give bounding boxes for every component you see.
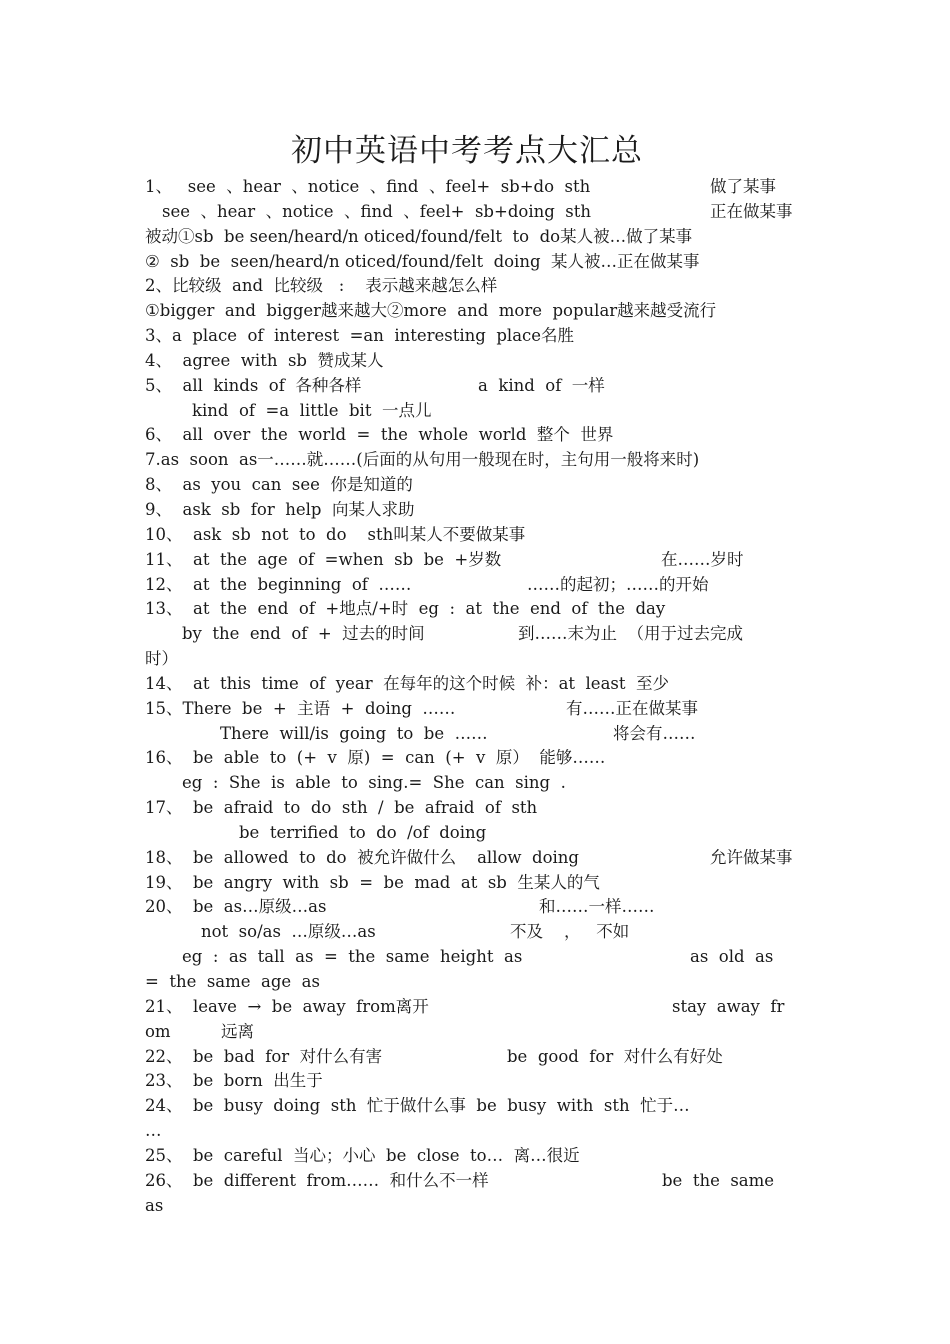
text-segment: 14、 at this time of year 在每年的这个时候 补：at least 至少 [145,673,669,693]
text-segment: 13、 at the end of +地点/+时 eg : at the end of the day [145,599,666,619]
text-segment: eg : as tall as = the same height as [182,947,523,967]
text-segment: 2、比较级 and 比较级 : 表示越来越怎么样 [145,276,498,296]
text-segment: 21、 leave → be away from离开 [145,996,429,1016]
text-segment: 到……末为止 （用于过去完成 [518,624,743,644]
text-line [145,1144,810,1169]
text-segment: 被动①sb be seen/heard/n oticed/found/felt to do某人被…做了某事 [145,226,693,246]
text-segment: = the same age as [145,972,320,991]
text-line [145,597,810,622]
text-segment: kind of =a little bit 一点儿 [192,400,432,420]
text-segment: 10、 ask sb not to do sth叫某人不要做某事 [145,524,526,544]
text-line [145,1094,810,1119]
text-line [145,920,810,945]
text-segment: be good for 对什么有好处 [507,1046,723,1066]
text-line [145,1069,810,1094]
text-line [145,274,810,299]
text-segment: 18、 be allowed to do 被允许做什么 allow doing [145,847,579,867]
text-line [145,374,810,399]
text-line [145,523,810,548]
text-line [145,1045,810,1070]
text-segment: 8、 as you can see 你是知道的 [145,475,413,495]
text-segment: 24、 be busy doing sth 忙于做什么事 be busy with sth 忙于… [145,1096,690,1116]
text-segment: 6、 all over the world = the whole world 整个 世界 [145,425,614,445]
text-segment: a kind of 一样 [478,375,605,395]
text-segment: 远离 [221,1021,254,1041]
text-segment: 22、 be bad for 对什么有害 [145,1046,383,1066]
text-line [145,622,810,647]
text-line [145,473,810,498]
text-segment: 不及 ， 不如 [510,922,630,942]
text-line [145,895,810,920]
text-line [145,423,810,448]
text-line [145,672,810,697]
text-line [145,498,810,523]
text-segment: not so/as …原级…as [201,922,376,942]
text-segment: 12、 at the beginning of …… [145,574,412,594]
text-line [145,349,810,374]
text-line [145,722,810,747]
text-segment: There will/is going to be …… [220,723,488,743]
text-segment: 20、 be as…原级…as [145,897,327,917]
text-line [145,796,810,821]
text-line [145,573,810,598]
text-segment: 7.as soon as一……就……(后面的从句用一般现在时，主句用一般将来时) [145,450,700,470]
text-segment: 17、 be afraid to do sth / be afraid of sth [145,798,538,818]
document-body [145,175,810,1218]
text-segment: by the end of + 过去的时间 [182,624,425,644]
text-segment: 19、 be angry with sb = be mad at sb 生某人的气 [145,872,600,892]
text-segment: as [145,1195,164,1215]
text-segment: 做了某事 [710,177,776,196]
text-segment: 11、 at the age of =when sb be +岁数 [145,549,502,569]
text-line [145,399,810,424]
text-segment: 4、 agree with sb 赞成某人 [145,350,384,370]
text-segment: 1、 see 、hear 、notice 、find 、feel+ sb+do sth [145,177,591,196]
text-line [145,548,810,573]
text-line [145,299,810,324]
text-segment: 26、 be different from…… 和什么不一样 [145,1170,489,1190]
text-line [145,846,810,871]
text-line [145,1169,810,1194]
text-line [145,1119,810,1144]
text-segment: 15、There be + 主语 + doing …… [145,698,456,718]
text-line [145,225,810,250]
text-segment: 5、 all kinds of 各种各样 [145,375,362,395]
text-line [145,1194,810,1219]
text-line [145,746,810,771]
text-segment: 3、a place of interest =an interesting place名胜 [145,326,575,346]
text-segment: 和……一样…… [539,897,655,917]
text-line [145,448,810,473]
text-line [145,250,810,275]
text-line [145,821,810,846]
text-segment: ①bigger and bigger越来越大②more and more popular越来越受流行 [145,301,717,321]
text-segment: 允许做某事 [710,847,793,867]
text-segment: 23、 be born 出生于 [145,1071,323,1091]
text-segment: … [145,1121,162,1141]
document-title: 初中英语中考考点大汇总 [291,133,643,169]
text-segment: 有……正在做某事 [566,698,698,718]
text-segment: 9、 ask sb for help 向某人求助 [145,499,415,519]
text-segment: 在……岁时 [661,549,744,569]
text-line [145,175,810,200]
text-segment: stay away fr [672,996,785,1016]
text-segment: om [145,1021,171,1041]
text-line [145,647,810,672]
text-line [145,970,810,995]
text-segment: 25、 be careful 当心；小心 be close to… 离…很近 [145,1145,580,1165]
text-segment: eg : She is able to sing.= She can sing . [182,773,566,793]
text-line [145,871,810,896]
text-line [145,697,810,722]
text-line [145,200,810,225]
text-segment: be the same [662,1170,775,1190]
text-line [145,324,810,349]
text-segment: ② sb be seen/heard/n oticed/found/felt doing 某人被…正在做某事 [145,251,700,271]
text-segment: 16、 be able to (+ v 原) = can (+ v 原） 能够…… [145,748,606,768]
text-segment: 时） [145,649,178,669]
text-segment: be terrified to do /of doing [239,822,487,842]
text-segment: 将会有…… [613,723,696,743]
text-line [145,995,810,1020]
text-segment: 正在做某事 [710,201,793,221]
text-segment: see 、hear 、notice 、find 、feel+ sb+doing sth [162,201,591,221]
text-line [145,945,810,970]
text-segment: as old as [690,947,774,967]
text-line [145,1020,810,1045]
text-line [145,771,810,796]
text-segment: ……的起初；……的开始 [527,574,709,594]
